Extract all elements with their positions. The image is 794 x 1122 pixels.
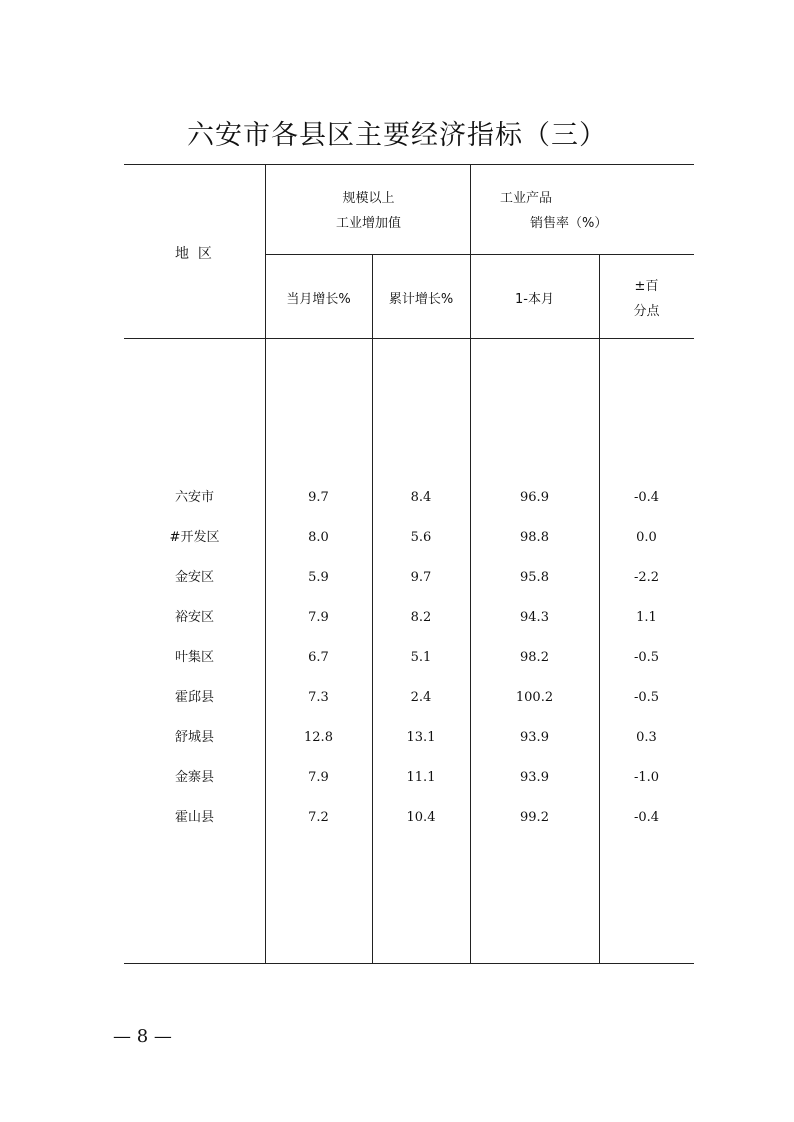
row-month-growth: 9.7 <box>308 490 329 505</box>
row-pp-change: -0.5 <box>633 690 660 705</box>
row-sales-rate: 93.9 <box>520 770 549 785</box>
col-divider-4 <box>599 254 600 964</box>
row-region: 金寨县 <box>174 770 214 785</box>
header-col-pp-line1: ±百 <box>634 279 659 294</box>
row-region: 六安市 <box>174 490 214 505</box>
row-sales-rate: 98.8 <box>520 530 549 545</box>
row-region: 舒城县 <box>174 730 214 745</box>
row-sales-rate: 99.2 <box>520 810 549 825</box>
page-title: 六安市各县区主要经济指标（三） <box>187 120 607 151</box>
row-sales-rate: 96.9 <box>520 490 549 505</box>
row-month-growth: 6.7 <box>308 650 329 665</box>
row-cum-growth: 8.2 <box>410 610 432 625</box>
header-bottom-rule <box>124 338 694 339</box>
page-number: — 8 — <box>113 1026 172 1047</box>
header-group1-line1: 规模以上 <box>342 191 395 206</box>
row-month-growth: 7.2 <box>308 810 329 825</box>
row-month-growth: 5.9 <box>308 570 329 585</box>
header-mid-rule <box>265 254 694 255</box>
row-region: 霍邱县 <box>174 690 214 705</box>
row-pp-change: 0.0 <box>636 530 657 545</box>
row-month-growth: 7.9 <box>308 610 329 625</box>
row-sales-rate: 95.8 <box>520 570 549 585</box>
header-group2-line2: 销售率（%） <box>530 216 608 231</box>
row-pp-change: -2.2 <box>633 570 660 585</box>
header-col-ytd: 1-本月 <box>515 292 554 307</box>
row-pp-change: -0.4 <box>633 810 660 825</box>
row-cum-growth: 10.4 <box>406 810 436 825</box>
row-sales-rate: 100.2 <box>515 690 554 705</box>
table-top-rule <box>124 164 694 165</box>
col-divider-2 <box>372 254 373 964</box>
row-sales-rate: 94.3 <box>520 610 549 625</box>
row-region: 叶集区 <box>174 650 214 665</box>
row-pp-change: -0.5 <box>633 650 660 665</box>
row-region: 裕安区 <box>174 610 214 625</box>
row-month-growth: 7.3 <box>308 690 329 705</box>
col-divider-1 <box>265 164 266 964</box>
row-region: 霍山县 <box>174 810 214 825</box>
header-group1-line2: 工业增加值 <box>335 216 401 231</box>
row-cum-growth: 5.6 <box>410 530 432 545</box>
row-region: 金安区 <box>174 570 214 585</box>
col-divider-3 <box>470 164 471 964</box>
row-pp-change: -1.0 <box>633 770 660 785</box>
row-cum-growth: 9.7 <box>410 570 432 585</box>
row-region: #开发区 <box>169 530 220 545</box>
row-month-growth: 7.9 <box>308 770 329 785</box>
header-col-month: 当月增长% <box>286 292 351 307</box>
header-col-pp-line2: 分点 <box>633 304 660 319</box>
row-cum-growth: 8.4 <box>410 490 432 505</box>
table-bottom-rule <box>124 963 694 964</box>
row-month-growth: 8.0 <box>308 530 329 545</box>
row-cum-growth: 11.1 <box>406 770 436 785</box>
row-pp-change: -0.4 <box>633 490 660 505</box>
row-sales-rate: 93.9 <box>520 730 549 745</box>
header-region: 地 区 <box>175 246 212 262</box>
header-group2-line1: 工业产品 <box>500 191 553 206</box>
row-cum-growth: 13.1 <box>406 730 436 745</box>
header-col-cum: 累计增长% <box>388 292 454 307</box>
row-pp-change: 1.1 <box>636 610 657 625</box>
row-month-growth: 12.8 <box>304 730 333 745</box>
row-sales-rate: 98.2 <box>520 650 549 665</box>
row-cum-growth: 2.4 <box>410 690 432 705</box>
row-pp-change: 0.3 <box>636 730 657 745</box>
row-cum-growth: 5.1 <box>410 650 432 665</box>
